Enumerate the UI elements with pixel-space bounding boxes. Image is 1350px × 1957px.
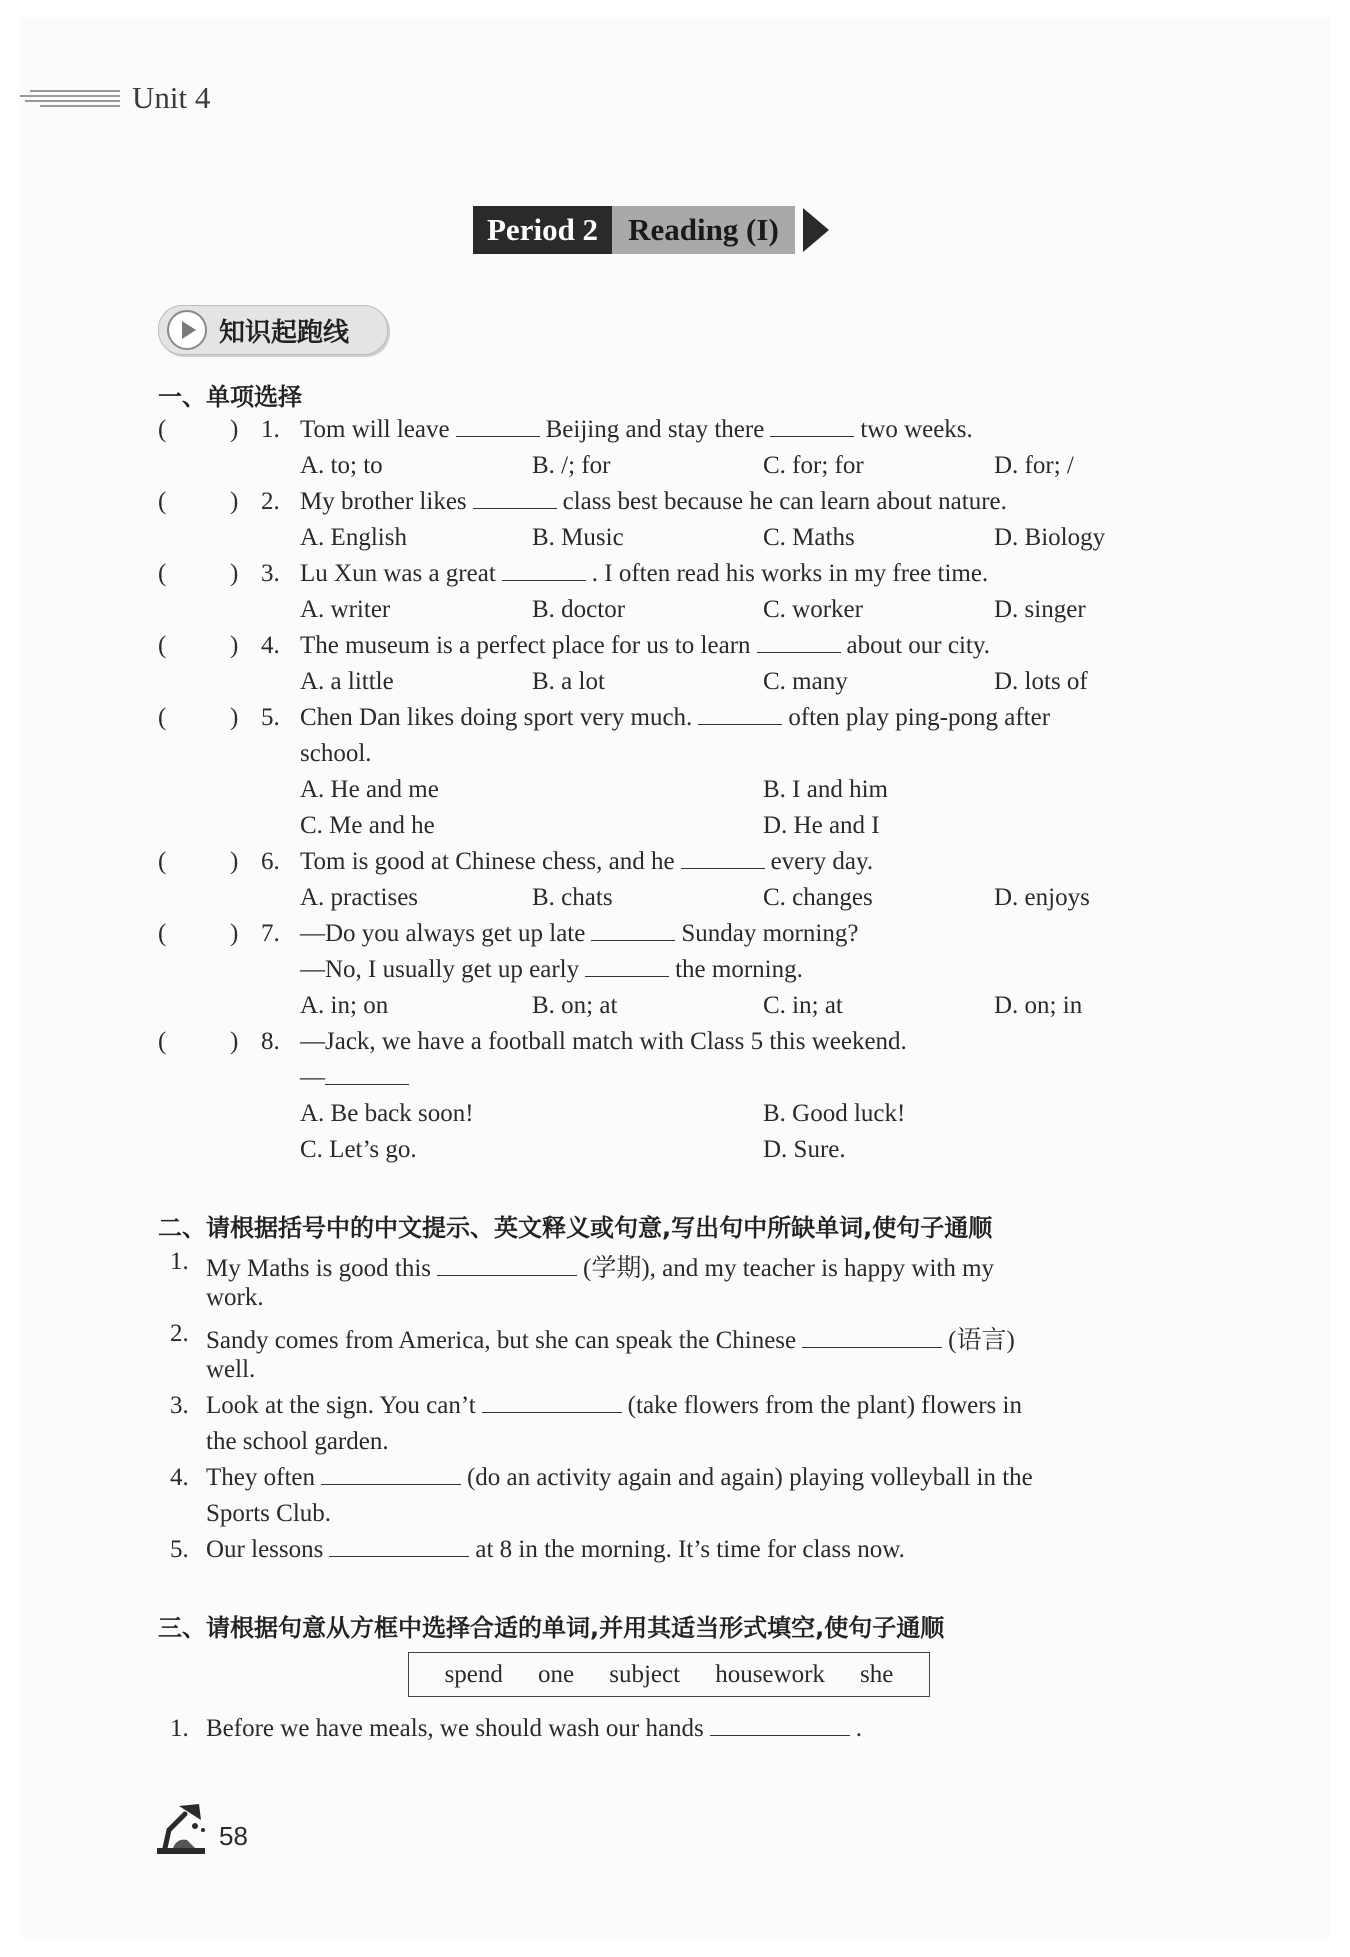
item-text-continued: well. [206, 1356, 256, 1383]
answer-blank[interactable] [802, 1346, 942, 1348]
answer-blank[interactable] [329, 1555, 469, 1557]
item-text: Before we have meals, we should wash our hands . [206, 1715, 863, 1742]
answer-blank[interactable] [770, 435, 854, 437]
option-b: B. doctor [532, 596, 626, 623]
answer-blank[interactable] [321, 1483, 461, 1485]
option-a: A. in; on [300, 992, 389, 1019]
header-lines-decoration [20, 87, 120, 109]
answer-open-paren: ( [158, 920, 167, 947]
item-text: They often (do an activity again and again) playing volleyball in the [206, 1464, 1033, 1491]
question-number: 2. [261, 488, 280, 515]
question-reply: —No, I usually get up early the morning. [300, 956, 803, 983]
word-bank-item: housework [715, 1660, 825, 1688]
answer-blank[interactable] [456, 435, 540, 437]
section-badge-label: 知识起跑线 [219, 317, 350, 348]
lesson-label: Reading (I) [612, 206, 795, 254]
period-banner [473, 206, 829, 254]
option-d: D. for; / [994, 452, 1074, 479]
option-b: B. a lot [532, 668, 605, 695]
item-text-continued: work. [206, 1284, 264, 1311]
option-a: A. practises [300, 884, 419, 911]
question-stem: —Jack, we have a football match with Class 5 this weekend. [300, 1028, 907, 1055]
answer-open-paren: ( [158, 1028, 167, 1055]
part1-heading: 一、单项选择 [158, 383, 302, 411]
answer-close-paren: ) [230, 560, 239, 587]
item-number: 4. [170, 1464, 189, 1491]
option-b: B. chats [532, 884, 613, 911]
option-d: D. Biology [994, 524, 1106, 551]
option-a: A. a little [300, 668, 394, 695]
word-bank-item: spend [444, 1660, 503, 1688]
option-d: D. enjoys [994, 884, 1090, 911]
option-a: A. writer [300, 596, 391, 623]
answer-blank[interactable] [681, 867, 765, 869]
play-icon [167, 310, 207, 350]
option-c: C. worker [763, 596, 863, 623]
item-text-continued: the school garden. [206, 1428, 389, 1455]
question-stem-continued: school. [300, 740, 372, 767]
question-stem: The museum is a perfect place for us to learn about our city. [300, 632, 990, 659]
option-d: D. He and I [763, 812, 880, 839]
question-reply: — [300, 1064, 415, 1092]
answer-blank[interactable] [757, 651, 841, 653]
arrow-right-icon [803, 208, 829, 252]
item-number: 3. [170, 1392, 189, 1419]
answer-close-paren: ) [230, 704, 239, 731]
answer-open-paren: ( [158, 488, 167, 515]
option-d: D. Sure. [763, 1136, 846, 1163]
answer-blank[interactable] [502, 579, 586, 581]
answer-blank[interactable] [437, 1274, 577, 1276]
item-text-continued: Sports Club. [206, 1500, 332, 1527]
answer-blank[interactable] [698, 723, 782, 725]
option-c: C. Me and he [300, 812, 435, 839]
answer-open-paren: ( [158, 416, 167, 443]
item-text: Sandy comes from America, but she can speak the Chinese (语言) [206, 1327, 1015, 1354]
option-c: C. changes [763, 884, 873, 911]
answer-close-paren: ) [230, 488, 239, 515]
answer-blank[interactable] [585, 975, 669, 977]
item-number: 2. [170, 1320, 189, 1347]
item-text: Look at the sign. You can’t (take flowers from the plant) flowers in [206, 1392, 1022, 1419]
part3-heading: 三、请根据句意从方框中选择合适的单词,并用其适当形式填空,使句子通顺 [158, 1614, 945, 1642]
answer-blank[interactable] [473, 507, 557, 509]
answer-close-paren: ) [230, 920, 239, 947]
question-number: 1. [261, 416, 280, 443]
option-c: C. Maths [763, 524, 855, 551]
word-bank-box [408, 1652, 930, 1697]
item-text: My Maths is good this (学期), and my teacher is happy with my [206, 1255, 995, 1282]
unit-header [20, 80, 210, 116]
item-number: 1. [170, 1715, 189, 1742]
question-number: 8. [261, 1028, 280, 1055]
word-bank-item: she [860, 1660, 894, 1688]
answer-open-paren: ( [158, 560, 167, 587]
answer-blank[interactable] [710, 1734, 850, 1736]
answer-open-paren: ( [158, 848, 167, 875]
question-stem: Tom will leave Beijing and stay there two weeks. [300, 416, 973, 443]
question-number: 6. [261, 848, 280, 875]
unit-title: Unit 4 [132, 80, 211, 115]
answer-blank[interactable] [325, 1083, 409, 1085]
option-b: B. /; for [532, 452, 611, 479]
question-stem: My brother likes class best because he can learn about nature. [300, 488, 1007, 515]
option-b: B. on; at [532, 992, 618, 1019]
question-number: 4. [261, 632, 280, 659]
period-label: Period 2 [473, 206, 612, 254]
item-number: 1. [170, 1248, 189, 1275]
question-number: 7. [261, 920, 280, 947]
question-stem: —Do you always get up late Sunday morning? [300, 920, 859, 947]
option-d: D. lots of [994, 668, 1088, 695]
desk-lamp-icon [155, 1800, 213, 1856]
option-a: A. English [300, 524, 407, 551]
option-b: B. Good luck! [763, 1100, 906, 1127]
option-d: D. singer [994, 596, 1086, 623]
part2-heading: 二、请根据括号中的中文提示、英文释义或句意,写出句中所缺单词,使句子通顺 [158, 1214, 993, 1242]
item-number: 5. [170, 1536, 189, 1563]
word-bank-item: one [538, 1660, 575, 1688]
answer-close-paren: ) [230, 632, 239, 659]
option-c: C. in; at [763, 992, 843, 1019]
option-a: A. Be back soon! [300, 1100, 474, 1127]
option-d: D. on; in [994, 992, 1083, 1019]
answer-close-paren: ) [230, 1028, 239, 1055]
question-number: 5. [261, 704, 280, 731]
word-bank-item: subject [609, 1660, 681, 1688]
question-stem: Chen Dan likes doing sport very much. often play ping-pong after [300, 704, 1051, 731]
item-text: Our lessons at 8 in the morning. It’s time for class now. [206, 1536, 905, 1563]
option-b: B. I and him [763, 776, 888, 803]
question-number: 3. [261, 560, 280, 587]
option-b: B. Music [532, 524, 624, 551]
section-badge [158, 305, 388, 355]
question-stem: Tom is good at Chinese chess, and he every day. [300, 848, 874, 875]
page-number: 58 [219, 1821, 248, 1851]
option-c: C. Let’s go. [300, 1136, 417, 1163]
option-c: C. for; for [763, 452, 864, 479]
answer-blank[interactable] [591, 939, 675, 941]
page-footer [155, 1800, 248, 1856]
answer-open-paren: ( [158, 704, 167, 731]
option-a: A. to; to [300, 452, 383, 479]
question-stem: Lu Xun was a great . I often read his works in my free time. [300, 560, 989, 587]
answer-blank[interactable] [482, 1411, 622, 1413]
option-c: C. many [763, 668, 848, 695]
answer-open-paren: ( [158, 632, 167, 659]
answer-close-paren: ) [230, 416, 239, 443]
option-a: A. He and me [300, 776, 439, 803]
answer-close-paren: ) [230, 848, 239, 875]
